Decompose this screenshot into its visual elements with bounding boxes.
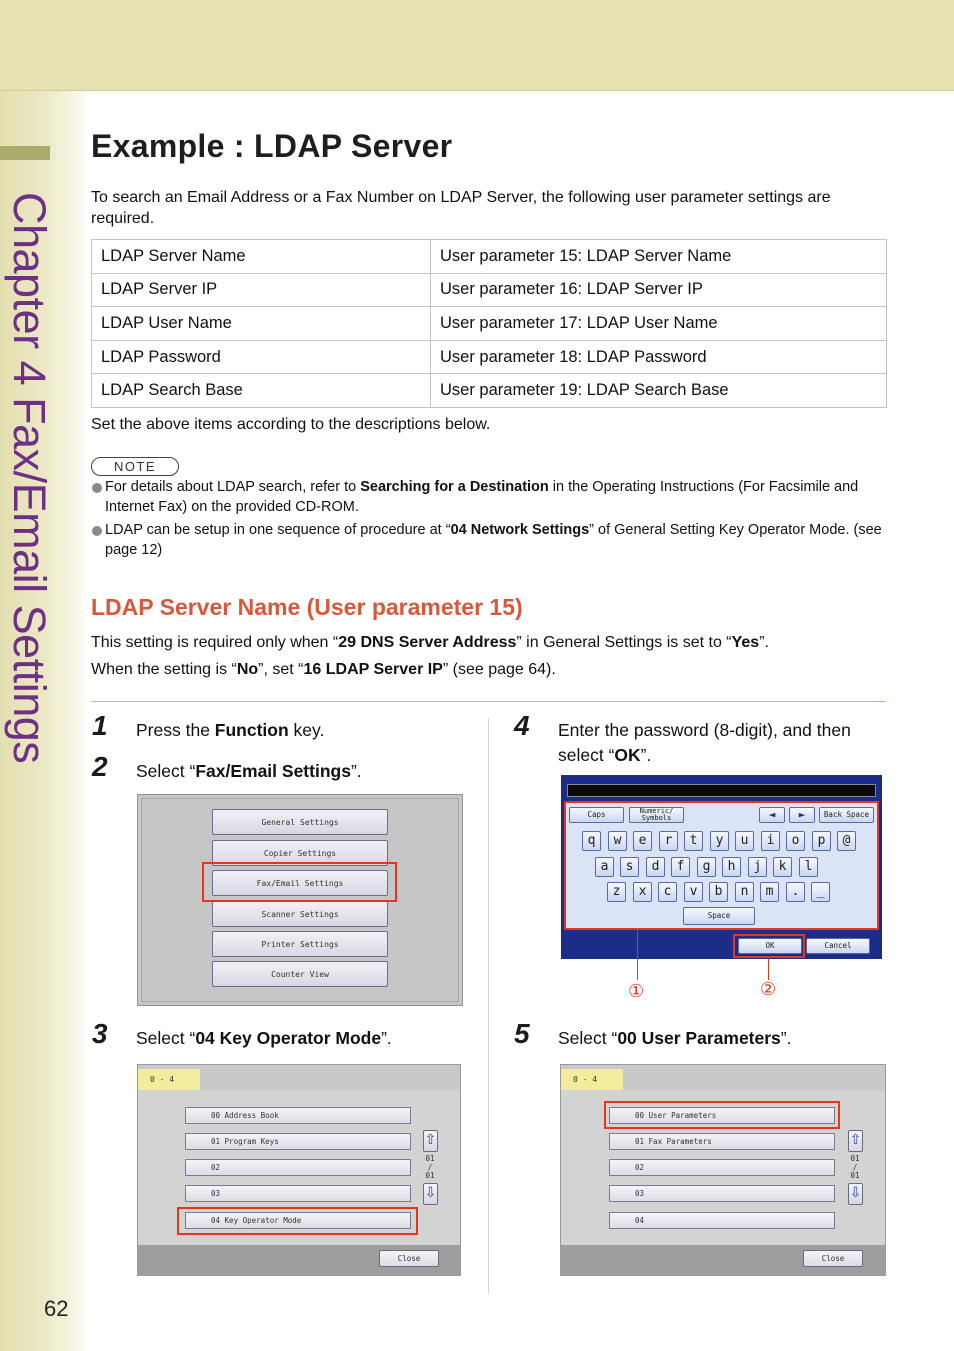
list-item-address-book[interactable]: 00 Address Book [185, 1107, 411, 1124]
tab-label: 0 - 4 [138, 1069, 200, 1090]
list-item-fax-parameters[interactable]: 01 Fax Parameters [609, 1133, 835, 1150]
close-button[interactable]: Close [803, 1250, 863, 1267]
key-o[interactable]: o [786, 831, 805, 851]
general-settings-button[interactable]: General Settings [212, 809, 388, 835]
intro-text: To search an Email Address or a Fax Number on LDAP Server, the following user parameter settings are required. [91, 189, 831, 227]
section-line [91, 661, 556, 679]
step-text [558, 1026, 791, 1051]
text-span: ”. [350, 761, 362, 781]
after-table-text: Set the above items according to the descriptions below. [91, 416, 491, 433]
list-item-02[interactable]: 02 [609, 1159, 835, 1176]
column-divider [488, 718, 489, 1294]
page-indicator: 01 / 01 [850, 1154, 860, 1180]
text-span: ”, set “ [258, 661, 304, 678]
text-bold: 29 DNS Server Address [338, 634, 517, 651]
key-i[interactable]: i [761, 831, 780, 851]
key-g[interactable]: g [697, 857, 716, 877]
text-span: When the setting is “ [91, 661, 237, 678]
page-indicator: 01 / 01 [425, 1154, 435, 1180]
caps-button[interactable]: Caps [569, 807, 624, 823]
text-span: Select “ [558, 1028, 618, 1048]
highlight-box [733, 934, 805, 958]
list-item-03[interactable]: 03 [185, 1185, 411, 1202]
backspace-button[interactable]: Back Space [819, 807, 874, 823]
table-cell: User parameter 15: LDAP Server Name [431, 240, 887, 274]
highlight-box [202, 862, 397, 902]
key-h[interactable]: h [722, 857, 741, 877]
key-t[interactable]: t [684, 831, 703, 851]
tab-label: 0 - 4 [561, 1069, 623, 1090]
text-span: Enter the password (8-digit), and then select “ [558, 720, 851, 765]
password-input[interactable] [567, 784, 876, 797]
scanner-settings-button[interactable]: Scanner Settings [212, 901, 388, 927]
bullet-icon [92, 483, 102, 493]
key-f[interactable]: f [671, 857, 690, 877]
user-parameters-list-screen [560, 1064, 886, 1276]
highlight-box [604, 1101, 840, 1129]
callout-1: ① [628, 981, 645, 1002]
callout-line [768, 958, 769, 980]
key-at[interactable]: @ [837, 831, 856, 851]
divider [91, 701, 886, 702]
text-bold: No [236, 661, 259, 678]
text-bold: 04 Key Operator Mode [195, 1028, 382, 1048]
counter-view-button[interactable]: Counter View [212, 961, 388, 987]
text-span: Press the [136, 720, 215, 740]
section-line [91, 634, 769, 652]
table-cell: LDAP User Name [92, 307, 431, 341]
text-span: ”. [640, 745, 652, 765]
numeric-symbols-button[interactable]: Numeric/ Symbols [629, 807, 684, 823]
key-y[interactable]: y [710, 831, 729, 851]
table-cell: LDAP Password [92, 340, 431, 374]
printer-settings-button[interactable]: Printer Settings [212, 931, 388, 957]
note-item [91, 478, 886, 517]
key-e[interactable]: e [633, 831, 652, 851]
table-row [92, 374, 887, 408]
note-bold: Searching for a Destination [360, 479, 549, 495]
note-text: LDAP can be setup in one sequence of procedure at “ [105, 522, 451, 538]
step-text [558, 718, 888, 768]
up-arrow-icon[interactable]: ⇧ [423, 1130, 438, 1152]
key-v[interactable]: v [684, 882, 703, 902]
parameters-table [91, 239, 887, 408]
note-item [91, 521, 886, 560]
key-m[interactable]: m [760, 882, 779, 902]
key-p[interactable]: p [812, 831, 831, 851]
bullet-icon [92, 526, 102, 536]
table-row [92, 240, 887, 274]
table-cell: LDAP Server Name [92, 240, 431, 274]
key-q[interactable]: q [582, 831, 601, 851]
key-c[interactable]: c [658, 882, 677, 902]
key-n[interactable]: n [735, 882, 754, 902]
step-text [136, 1026, 392, 1051]
key-r[interactable]: r [659, 831, 678, 851]
table-cell: User parameter 19: LDAP Search Base [431, 374, 887, 408]
text-span: ”. [780, 1028, 792, 1048]
table-cell: User parameter 16: LDAP Server IP [431, 273, 887, 307]
top-band [0, 0, 954, 91]
text-span: key. [288, 720, 325, 740]
up-arrow-icon[interactable]: ⇧ [848, 1130, 863, 1152]
key-underscore[interactable]: _ [811, 882, 830, 902]
text-bold: Function [214, 720, 289, 740]
text-span: ”. [759, 634, 769, 651]
key-operator-list-screen [137, 1064, 461, 1276]
list-item-04[interactable]: 04 [609, 1212, 835, 1229]
right-arrow-icon[interactable]: ► [789, 807, 815, 823]
table-cell: LDAP Search Base [92, 374, 431, 408]
key-k[interactable]: k [773, 857, 792, 877]
table-row [92, 340, 887, 374]
text-bold: Yes [731, 634, 760, 651]
space-button[interactable]: Space [683, 907, 755, 925]
key-w[interactable]: w [608, 831, 627, 851]
step-number: 1 [92, 710, 108, 741]
table-cell: User parameter 17: LDAP User Name [431, 307, 887, 341]
table-cell: LDAP Server IP [92, 273, 431, 307]
key-b[interactable]: b [709, 882, 728, 902]
key-period[interactable]: . [786, 882, 805, 902]
text-bold: Fax/Email Settings [195, 761, 351, 781]
note-text: ” of General Setting Key Operator Mode. (see page 12) [105, 522, 882, 558]
list-item-key-operator-mode[interactable]: 04 Key Operator Mode [185, 1212, 411, 1229]
list-item-program-keys[interactable]: 01 Program Keys [185, 1133, 411, 1150]
fax-email-settings-button[interactable]: Fax/Email Settings [212, 870, 388, 896]
text-bold: OK [614, 745, 641, 765]
note-text: in the Operating Instructions (For Facsimile and Internet Fax) on the provided CD-ROM. [105, 479, 859, 515]
left-arrow-icon[interactable]: ◄ [759, 807, 785, 823]
text-bold: 16 LDAP Server IP [303, 661, 443, 678]
callout-2: ② [760, 979, 777, 1000]
step-number: 5 [514, 1018, 530, 1049]
step-text [136, 718, 324, 743]
down-arrow-icon[interactable]: ⇩ [848, 1183, 863, 1205]
ok-button[interactable]: OK [738, 938, 802, 954]
note-badge: NOTE [91, 457, 179, 476]
step-number: 3 [92, 1018, 108, 1049]
list-item-03[interactable]: 03 [609, 1185, 835, 1202]
password-keyboard-screen [561, 775, 882, 959]
key-u[interactable]: u [735, 831, 754, 851]
text-span: Select “ [136, 1028, 196, 1048]
text-span: ”. [381, 1028, 392, 1048]
highlight-box [564, 801, 879, 930]
text-span: ” (see page 64). [442, 661, 556, 678]
chapter-tab-marker [0, 146, 50, 160]
step-text [136, 759, 362, 784]
chapter-label: Chapter 4 Fax/Email Settings [4, 192, 55, 764]
key-l[interactable]: l [799, 857, 818, 877]
text-span: ” in General Settings is set to “ [516, 634, 732, 651]
close-button[interactable]: Close [379, 1250, 439, 1267]
table-row [92, 273, 887, 307]
page-title: Example : LDAP Server [91, 128, 453, 164]
text-span: This setting is required only when “ [91, 634, 339, 651]
note-bold: 04 Network Settings [450, 522, 590, 538]
function-menu-screen [137, 794, 463, 1006]
step-number: 4 [514, 710, 530, 741]
section-heading: LDAP Server Name (User parameter 15) [91, 594, 523, 620]
key-a[interactable]: a [595, 857, 614, 877]
key-x[interactable]: x [633, 882, 652, 902]
highlight-box [177, 1207, 418, 1235]
cancel-button[interactable]: Cancel [806, 938, 870, 954]
list-item-02[interactable]: 02 [185, 1159, 411, 1176]
step-number: 2 [92, 751, 108, 782]
key-d[interactable]: d [646, 857, 665, 877]
key-j[interactable]: j [748, 857, 767, 877]
list-item-user-parameters[interactable]: 00 User Parameters [609, 1107, 835, 1124]
page-number: 62 [44, 1296, 69, 1321]
copier-settings-button[interactable]: Copier Settings [212, 840, 388, 866]
text-span: Select “ [136, 761, 196, 781]
callout-line [637, 930, 638, 980]
down-arrow-icon[interactable]: ⇩ [423, 1183, 438, 1205]
text-bold: 00 User Parameters [617, 1028, 781, 1048]
key-z[interactable]: z [607, 882, 626, 902]
key-s[interactable]: s [620, 857, 639, 877]
table-cell: User parameter 18: LDAP Password [431, 340, 887, 374]
note-text: For details about LDAP search, refer to [105, 479, 361, 495]
table-row [92, 307, 887, 341]
